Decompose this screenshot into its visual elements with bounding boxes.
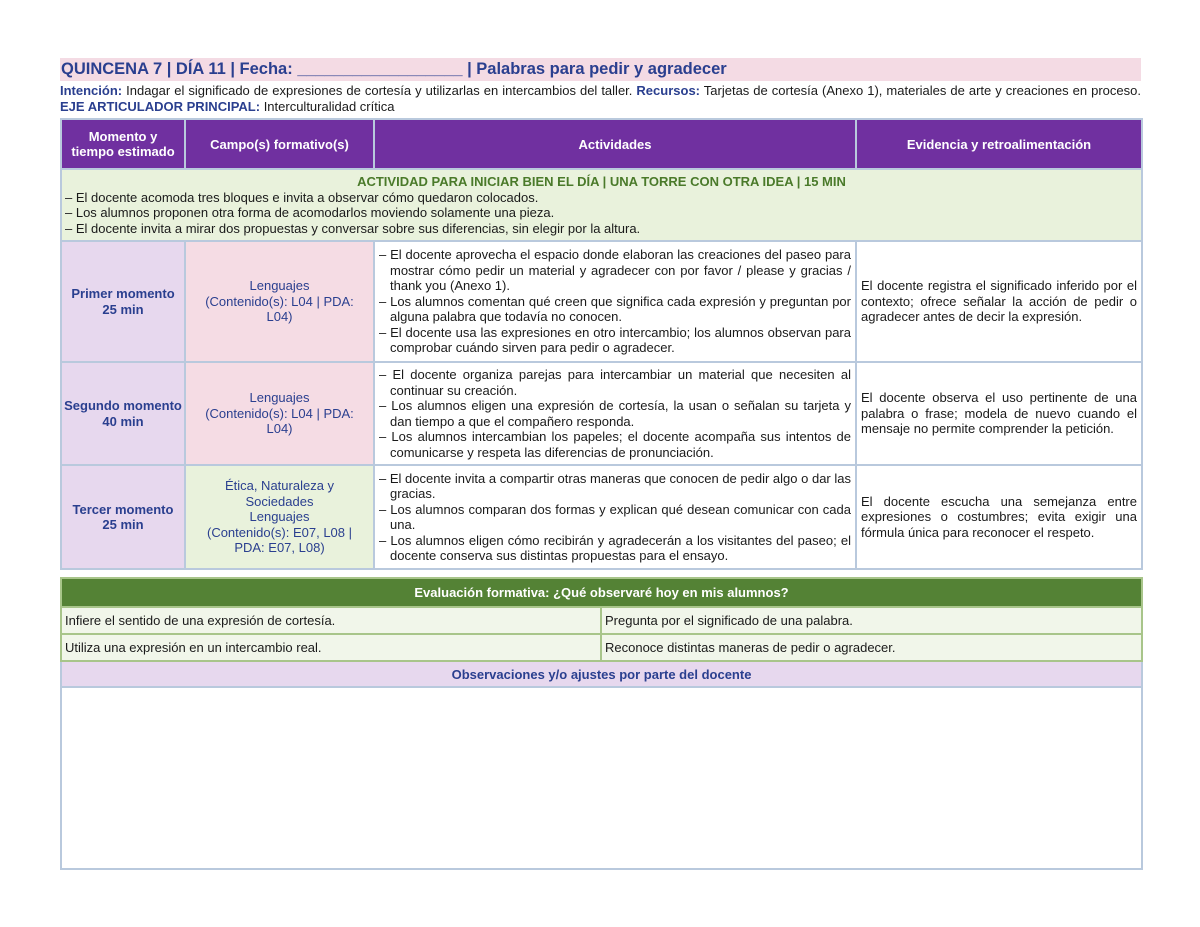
moment-name: Segundo momento: [64, 398, 182, 413]
column-header-evidencia: Evidencia y retroalimentación: [856, 119, 1142, 169]
eje-text: Interculturalidad crítica: [263, 98, 395, 114]
activity-item: – Los alumnos comparan dos formas y explican qué desean comunicar con cada una.: [379, 501, 851, 532]
lesson-plan-page: [60, 58, 1141, 870]
column-header-actividades: Actividades: [374, 119, 856, 169]
evidence-cell: El docente registra el significado inferido por el contexto; ofrece señalar la acción de pedir o agradecer antes de decir la expresión.: [856, 241, 1142, 362]
activities-cell: [374, 465, 856, 569]
column-header-campo: Campo(s) formativo(s): [185, 119, 374, 169]
intro-paragraph: [60, 83, 1141, 114]
moment-time: 25 min: [102, 301, 144, 317]
campo-cell: [185, 241, 374, 362]
activities-cell: [374, 362, 856, 465]
activity-item: – Los alumnos eligen cómo recibirán y agradecerán a los visitantes del paseo; el docente conserva sus distintas propuestas para el ensayo.: [379, 532, 851, 563]
moment-time: 25 min: [102, 517, 144, 532]
moment-name: Tercer momento: [72, 501, 174, 517]
start-activity-line: – Los alumnos proponen otra forma de acomodarlos moviendo solamente una pieza.: [65, 205, 555, 220]
activity-item: – El docente organiza parejas para intercambiar un material que necesiten al continuar su creación.: [379, 367, 851, 398]
evaluation-item: Utiliza una expresión en un intercambio real.: [61, 634, 601, 661]
moment-cell: [61, 362, 185, 465]
recursos-text: Tarjetas de cortesía (Anexo 1), materiales de arte y creaciones en proceso.: [703, 83, 1141, 98]
campo-line: (Contenido(s): L04 | PDA: L04): [205, 405, 354, 437]
campo-cell: [185, 362, 374, 465]
start-activity-row: [61, 169, 1142, 241]
evidence-cell: El docente observa el uso pertinente de una palabra o frase; modela de nuevo cuando el mensaje no permite comprender la petición.: [856, 362, 1142, 465]
evaluation-table: [60, 577, 1143, 870]
observations-area[interactable]: [61, 687, 1142, 869]
campo-line: Lenguajes: [249, 278, 310, 294]
table-header-row: [61, 119, 1142, 169]
page-title: QUINCENA 7 | DÍA 11 | Fecha: __________________ | Palabras para pedir y agradecer: [60, 58, 1141, 81]
moment-cell: [61, 241, 185, 362]
evaluation-row: [61, 607, 1142, 634]
evaluation-item: Infiere el sentido de una expresión de cortesía.: [61, 607, 601, 634]
observations-header-row: [61, 661, 1142, 687]
campo-line: Lenguajes: [249, 509, 310, 525]
moment-name: Primer momento: [71, 286, 175, 301]
campo-line: (Contenido(s): L04 | PDA: L04): [205, 293, 354, 325]
evaluation-header-row: [61, 578, 1142, 607]
campo-line: Lenguajes: [249, 390, 310, 406]
start-activity-cell: [61, 169, 1142, 241]
recursos-label: Recursos:: [636, 83, 700, 98]
evidence-cell: El docente escucha una semejanza entre expresiones o costumbres; evita exigir una fórmula única para reconocer el respeto.: [856, 465, 1142, 569]
observations-body-row: [61, 687, 1142, 869]
activities-cell: [374, 241, 856, 362]
eje-label: EJE ARTICULADOR PRINCIPAL:: [60, 98, 261, 114]
start-activity-line: – El docente invita a mirar dos propuestas y conversar sobre sus diferencias, sin elegir por la altura.: [65, 220, 641, 236]
intencion-label: Intención:: [60, 83, 123, 98]
moment-time: 40 min: [102, 413, 144, 429]
start-activity-line: – El docente acomoda tres bloques e invita a observar cómo quedaron colocados.: [65, 189, 539, 205]
table-row-tercer-momento: [61, 465, 1142, 569]
moment-cell: [61, 465, 185, 569]
activity-item: – El docente aprovecha el espacio donde elaboran las creaciones del paseo para mostrar cómo pedir un material y agradecer con por favor / please y gracias / thank you (Anexo 1).: [379, 247, 851, 294]
start-activity-title: ACTIVIDAD PARA INICIAR BIEN EL DÍA | UNA TORRE CON OTRA IDEA | 15 MIN: [357, 174, 846, 189]
campo-line: Ética, Naturaleza y Sociedades: [224, 478, 335, 509]
evaluation-item: Pregunta por el significado de una palabra.: [601, 607, 1142, 634]
activity-item: – Los alumnos comentan qué creen que significa cada expresión y preguntan por alguna palabra que todavía no conocen.: [379, 293, 851, 325]
activities-table: [60, 118, 1143, 570]
campo-cell: [185, 465, 374, 569]
table-row-segundo-momento: [61, 362, 1142, 465]
activity-item: – El docente invita a compartir otras maneras que conocen de pedir algo o dar las gracias.: [379, 470, 851, 501]
column-header-momento: Momento y tiempo estimado: [61, 119, 185, 169]
evaluation-title: Evaluación formativa: ¿Qué observaré hoy en mis alumnos?: [61, 578, 1142, 607]
observations-title: Observaciones y/o ajustes por parte del docente: [61, 661, 1142, 687]
intencion-text: Indagar el significado de expresiones de cortesía y utilizarlas en intercambios del taller.: [126, 83, 633, 98]
activity-item: – Los alumnos eligen una expresión de cortesía, la usan o señalan su tarjeta y dan tiempo a que el compañero responda.: [379, 398, 851, 429]
activity-item: – Los alumnos intercambian los papeles; el docente acompaña sus intentos de comunicarse y respeta las diferencias de pronunciación.: [379, 429, 851, 460]
evaluation-row: [61, 634, 1142, 661]
table-row-primer-momento: [61, 241, 1142, 362]
campo-line: (Contenido(s): E07, L08 | PDA: E07, L08): [206, 524, 352, 556]
activity-item: – El docente usa las expresiones en otro intercambio; los alumnos observan para comprobar cuándo sirven para pedir o agradecer.: [379, 324, 851, 356]
evaluation-item: Reconoce distintas maneras de pedir o agradecer.: [601, 634, 1142, 661]
